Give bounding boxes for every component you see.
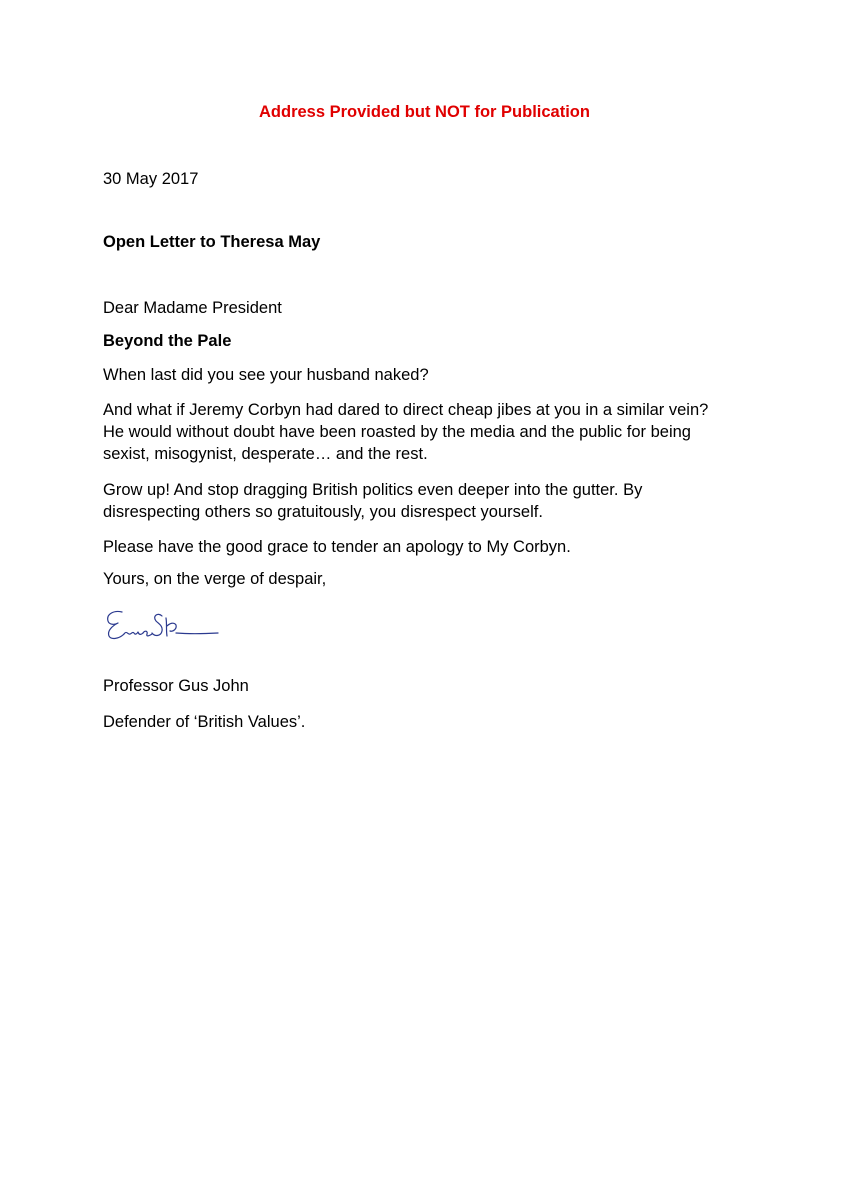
paragraph-line: He would without doubt have been roasted by the media and the public for being <box>103 423 691 441</box>
letter-heading: Beyond the Pale <box>103 332 232 350</box>
paragraph-line: Grow up! And stop dragging British politics even deeper into the gutter. By <box>103 481 643 499</box>
paragraph-line: Please have the good grace to tender an apology to My Corbyn. <box>103 538 571 556</box>
signatory-name: Professor Gus John <box>103 677 249 695</box>
paragraph-4 <box>103 536 803 558</box>
publication-notice: Address Provided but NOT for Publication <box>259 103 590 121</box>
paragraph-line: disrespecting others so gratuitously, you disrespect yourself. <box>103 503 543 521</box>
paragraph-line: And what if Jeremy Corbyn had dared to direct cheap jibes at you in a similar vein? <box>103 401 709 419</box>
closing: Yours, on the verge of despair, <box>103 570 327 588</box>
letter-date: 30 May 2017 <box>103 170 199 188</box>
paragraph-1 <box>103 364 803 386</box>
signatory-title: Defender of ‘British Values’. <box>103 713 306 731</box>
paragraph-2 <box>103 399 803 465</box>
paragraph-3 <box>103 479 803 523</box>
paragraph-line: When last did you see your husband naked? <box>103 366 429 384</box>
salutation: Dear Madame President <box>103 299 282 317</box>
letter-subject: Open Letter to Theresa May <box>103 233 321 251</box>
signature-image <box>100 604 230 646</box>
paragraph-line: sexist, misogynist, desperate… and the rest. <box>103 445 428 463</box>
